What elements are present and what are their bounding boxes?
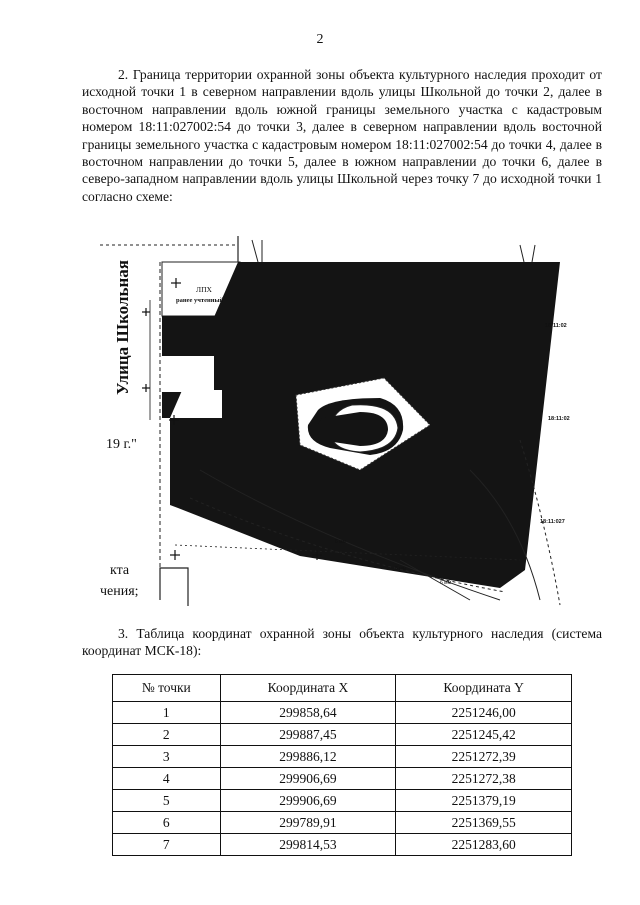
table-row (113, 812, 572, 834)
coordinate-y: 2251369,55 (396, 812, 572, 834)
table-row (113, 834, 572, 856)
point-number: 7 (113, 834, 221, 856)
table-row (113, 790, 572, 812)
coordinates-table (112, 674, 572, 856)
legend-fragment: чения; (100, 584, 139, 599)
parcel-label: 18:11:02 (548, 416, 570, 422)
coordinate-x: 299906,69 (220, 790, 396, 812)
coordinate-y: 2251272,39 (396, 746, 572, 768)
coordinate-x: 299887,45 (220, 724, 396, 746)
coordinate-y: 2251272,38 (396, 768, 572, 790)
point-number: 5 (113, 790, 221, 812)
page-number: 2 (316, 32, 324, 47)
table-row (113, 746, 572, 768)
road-label: 6 мм (335, 539, 347, 545)
road-label: 6 мм (395, 566, 407, 572)
coordinate-x: 299858,64 (220, 702, 396, 724)
protection-zone-scheme (100, 232, 600, 608)
coordinate-y: 2251283,60 (396, 834, 572, 856)
road-label: 6 мм (440, 580, 452, 586)
legend-fragment: кта (110, 563, 130, 578)
point-number: 1 (113, 702, 221, 724)
point-number: 6 (113, 812, 221, 834)
coordinate-x: 299814,53 (220, 834, 396, 856)
coordinate-x: 299789,91 (220, 812, 396, 834)
point-number: 2 (113, 724, 221, 746)
street-label: Улица Школьная (113, 260, 132, 395)
table-row (113, 702, 572, 724)
header-coordinate-y: Координата Y (396, 675, 572, 702)
table-row (113, 768, 572, 790)
table-header-row (113, 675, 572, 702)
parcel-label: 18:11:027 (540, 519, 565, 525)
coordinate-y: 2251246,00 (396, 702, 572, 724)
coordinate-y: 2251379,19 (396, 790, 572, 812)
point-number: 4 (113, 768, 221, 790)
lpkh-label: ЛПХ (196, 285, 212, 294)
header-point-number: № точки (113, 675, 221, 702)
section-2-paragraph: 2. Граница территории охранной зоны объекта культурного наследия проходит от исходной точки 1 в северном направлении вдоль улицы Школьной до точки 2, далее в восточном направлении вдоль южной границы земельного участка с кадастровым номером 18:11:027002:54 до точки 3, далее в северном направлении вдоль восточной границы земельного участка с кадастровым номером 18:11:027002:54 до точки 4, далее в восточном направлении до точки 5, далее в южном направлении до точки 6, далее в северо-западном направлении вдоль улицы Школьной через точку 7 до исходной точки 1 согласно схеме: (82, 67, 602, 204)
section-3-paragraph: 3. Таблица координат охранной зоны объекта культурного наследия (система координат МСК-18): (82, 626, 602, 659)
table-row (113, 724, 572, 746)
parcel-label: 18:11:02 (545, 323, 567, 329)
lpkh-sublabel: ранее учтенный (176, 297, 224, 304)
coordinate-x: 299906,69 (220, 768, 396, 790)
header-coordinate-x: Координата X (220, 675, 396, 702)
coordinate-x: 299886,12 (220, 746, 396, 768)
coordinate-y: 2251245,42 (396, 724, 572, 746)
point-number: 3 (113, 746, 221, 768)
year-fragment: 19 г." (106, 437, 137, 452)
